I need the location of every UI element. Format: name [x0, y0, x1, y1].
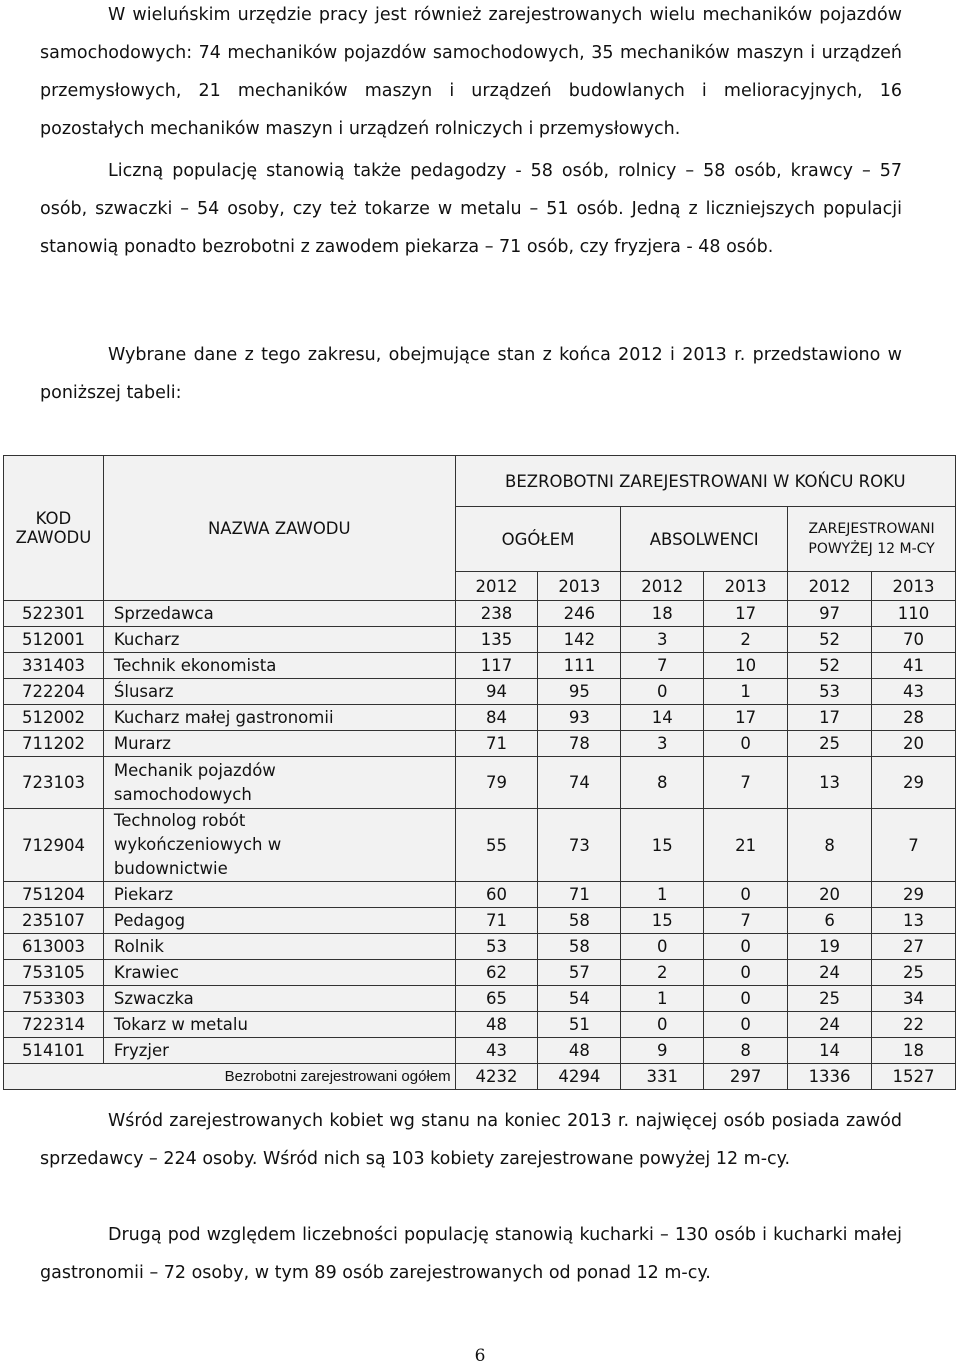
value-cell: 0 — [704, 731, 788, 757]
value-cell: 1 — [621, 882, 704, 908]
nazwa-cell: Ślusarz — [103, 679, 455, 705]
paragraph-table-intro — [40, 336, 902, 412]
value-cell: 8 — [621, 757, 704, 809]
header-nazwa: NAZWA ZAWODU — [103, 456, 455, 601]
nazwa-cell: Szwaczka — [103, 986, 455, 1012]
value-cell: 7 — [872, 809, 956, 882]
value-cell: 27 — [872, 934, 956, 960]
header-year: 2012 — [455, 572, 538, 601]
value-cell: 10 — [704, 653, 788, 679]
table-row — [4, 1038, 956, 1064]
paragraph-table-intro-text: Wybrane dane z tego zakresu, obejmujące stan z końca 2012 i 2013 r. przedstawiono w poniższej tabeli: — [40, 345, 902, 403]
page-number: 6 — [474, 1346, 486, 1366]
kod-cell: 711202 — [4, 731, 104, 757]
value-cell: 71 — [455, 908, 538, 934]
value-cell: 21 — [704, 809, 788, 882]
table-row — [4, 908, 956, 934]
kod-cell: 613003 — [4, 934, 104, 960]
paragraph-mechanics-text: W wieluńskim urzędzie pracy jest również zarejestrowanych wielu mechaników pojazdów samochodowych: 74 mechaników pojazdów samochodowych, 35 mechaników maszyn i urządzeń przemysłowych, 21 mechaników maszyn i urządzeń budowlanych i melioracyjnych, 16 pozostałych mechaników maszyn i urządzeń rolniczych i przemysłowych. — [40, 5, 902, 139]
value-cell: 20 — [872, 731, 956, 757]
header-year: 2013 — [872, 572, 956, 601]
value-cell: 2 — [704, 627, 788, 653]
value-cell: 238 — [455, 601, 538, 627]
paragraph-women — [40, 1102, 902, 1178]
kod-cell: 723103 — [4, 757, 104, 809]
kod-cell: 512002 — [4, 705, 104, 731]
value-cell: 79 — [455, 757, 538, 809]
kod-cell: 712904 — [4, 809, 104, 882]
nazwa-cell: Kucharz małej gastronomii — [103, 705, 455, 731]
value-cell: 52 — [788, 653, 872, 679]
paragraph-cooks-text: Drugą pod względem liczebności populację stanowią kucharki – 130 osób i kucharki małej gastronomii – 72 osoby, w tym 89 osób zarejestrowanych od ponad 12 m-cy. — [40, 1225, 902, 1283]
header-year: 2013 — [538, 572, 621, 601]
value-cell: 29 — [872, 882, 956, 908]
nazwa-cell: Piekarz — [103, 882, 455, 908]
table-row — [4, 679, 956, 705]
nazwa-cell: Sprzedawca — [103, 601, 455, 627]
table-row — [4, 731, 956, 757]
nazwa-cell: Fryzjer — [103, 1038, 455, 1064]
value-cell: 14 — [788, 1038, 872, 1064]
value-cell: 73 — [538, 809, 621, 882]
nazwa-cell: Tokarz w metalu — [103, 1012, 455, 1038]
value-cell: 74 — [538, 757, 621, 809]
value-cell: 135 — [455, 627, 538, 653]
table-row — [4, 882, 956, 908]
value-cell: 20 — [788, 882, 872, 908]
value-cell: 22 — [872, 1012, 956, 1038]
value-cell: 15 — [621, 809, 704, 882]
value-cell: 43 — [872, 679, 956, 705]
value-cell: 0 — [704, 882, 788, 908]
value-cell: 71 — [455, 731, 538, 757]
value-cell: 25 — [872, 960, 956, 986]
value-cell: 78 — [538, 731, 621, 757]
value-cell: 60 — [455, 882, 538, 908]
value-cell: 57 — [538, 960, 621, 986]
table-row — [4, 1012, 956, 1038]
total-value: 331 — [621, 1064, 704, 1090]
header-kod: KOD ZAWODU — [4, 456, 104, 601]
value-cell: 58 — [538, 934, 621, 960]
total-value: 4232 — [455, 1064, 538, 1090]
value-cell: 84 — [455, 705, 538, 731]
value-cell: 71 — [538, 882, 621, 908]
value-cell: 17 — [704, 705, 788, 731]
value-cell: 25 — [788, 986, 872, 1012]
value-cell: 19 — [788, 934, 872, 960]
value-cell: 93 — [538, 705, 621, 731]
total-value: 1336 — [788, 1064, 872, 1090]
header-group: BEZROBOTNI ZAREJESTROWANI W KOŃCU ROKU — [455, 456, 955, 507]
value-cell: 8 — [704, 1038, 788, 1064]
value-cell: 41 — [872, 653, 956, 679]
value-cell: 43 — [455, 1038, 538, 1064]
value-cell: 70 — [872, 627, 956, 653]
paragraph-women-text: Wśród zarejestrowanych kobiet wg stanu na koniec 2013 r. najwięcej osób posiada zawód sprzedawcy – 224 osoby. Wśród nich są 103 kobiety zarejestrowane powyżej 12 m-cy. — [40, 1111, 902, 1169]
value-cell: 2 — [621, 960, 704, 986]
kod-cell: 753105 — [4, 960, 104, 986]
nazwa-cell: Technolog robót wykończeniowych w budownictwie — [103, 809, 455, 882]
value-cell: 65 — [455, 986, 538, 1012]
value-cell: 0 — [621, 934, 704, 960]
value-cell: 18 — [872, 1038, 956, 1064]
value-cell: 3 — [621, 731, 704, 757]
value-cell: 94 — [455, 679, 538, 705]
kod-cell: 522301 — [4, 601, 104, 627]
kod-cell: 753303 — [4, 986, 104, 1012]
value-cell: 52 — [788, 627, 872, 653]
table-row — [4, 986, 956, 1012]
value-cell: 0 — [704, 960, 788, 986]
value-cell: 55 — [455, 809, 538, 882]
value-cell: 15 — [621, 908, 704, 934]
table-row — [4, 757, 956, 809]
kod-cell: 722314 — [4, 1012, 104, 1038]
value-cell: 13 — [872, 908, 956, 934]
kod-cell: 512001 — [4, 627, 104, 653]
header-year: 2013 — [704, 572, 788, 601]
value-cell: 51 — [538, 1012, 621, 1038]
value-cell: 58 — [538, 908, 621, 934]
value-cell: 7 — [621, 653, 704, 679]
value-cell: 53 — [455, 934, 538, 960]
header-absolwenci: ABSOLWENCI — [621, 507, 788, 572]
header-powyzej: ZAREJESTROWANI POWYŻEJ 12 M-CY — [788, 507, 956, 572]
value-cell: 17 — [704, 601, 788, 627]
value-cell: 18 — [621, 601, 704, 627]
value-cell: 17 — [788, 705, 872, 731]
total-value: 1527 — [872, 1064, 956, 1090]
header-year: 2012 — [621, 572, 704, 601]
value-cell: 117 — [455, 653, 538, 679]
kod-cell: 751204 — [4, 882, 104, 908]
table-row — [4, 809, 956, 882]
total-label: Bezrobotni zarejestrowani ogółem — [4, 1064, 456, 1090]
value-cell: 24 — [788, 1012, 872, 1038]
paragraph-mechanics — [40, 0, 902, 148]
paragraph-populations-text: Liczną populację stanowią także pedagodzy - 58 osób, rolnicy – 58 osób, krawcy – 57 osób, szwaczki – 54 osoby, czy też tokarze w metalu – 51 osób. Jedną z liczniejszych populacji stanowią ponadto bezrobotni z zawodem piekarza – 71 osób, czy fryzjera - 48 osób. — [40, 161, 902, 257]
header-ogolem: OGÓŁEM — [455, 507, 621, 572]
header-year: 2012 — [788, 572, 872, 601]
value-cell: 1 — [704, 679, 788, 705]
nazwa-cell: Mechanik pojazdów samochodowych — [103, 757, 455, 809]
nazwa-cell: Kucharz — [103, 627, 455, 653]
value-cell: 62 — [455, 960, 538, 986]
value-cell: 97 — [788, 601, 872, 627]
value-cell: 110 — [872, 601, 956, 627]
table-row — [4, 627, 956, 653]
nazwa-cell: Pedagog — [103, 908, 455, 934]
paragraph-cooks — [40, 1216, 902, 1292]
value-cell: 48 — [455, 1012, 538, 1038]
value-cell: 48 — [538, 1038, 621, 1064]
value-cell: 7 — [704, 757, 788, 809]
total-value: 297 — [704, 1064, 788, 1090]
value-cell: 142 — [538, 627, 621, 653]
value-cell: 7 — [704, 908, 788, 934]
value-cell: 54 — [538, 986, 621, 1012]
value-cell: 8 — [788, 809, 872, 882]
table-row — [4, 601, 956, 627]
table-row — [4, 960, 956, 986]
value-cell: 0 — [704, 934, 788, 960]
value-cell: 111 — [538, 653, 621, 679]
nazwa-cell: Technik ekonomista — [103, 653, 455, 679]
table-row — [4, 653, 956, 679]
value-cell: 0 — [704, 986, 788, 1012]
table-row — [4, 705, 956, 731]
value-cell: 25 — [788, 731, 872, 757]
value-cell: 9 — [621, 1038, 704, 1064]
value-cell: 14 — [621, 705, 704, 731]
value-cell: 6 — [788, 908, 872, 934]
value-cell: 0 — [621, 1012, 704, 1038]
kod-cell: 331403 — [4, 653, 104, 679]
value-cell: 24 — [788, 960, 872, 986]
paragraph-populations — [40, 152, 902, 266]
value-cell: 246 — [538, 601, 621, 627]
value-cell: 3 — [621, 627, 704, 653]
value-cell: 28 — [872, 705, 956, 731]
value-cell: 29 — [872, 757, 956, 809]
value-cell: 95 — [538, 679, 621, 705]
table-row — [4, 934, 956, 960]
value-cell: 0 — [621, 679, 704, 705]
nazwa-cell: Murarz — [103, 731, 455, 757]
total-value: 4294 — [538, 1064, 621, 1090]
nazwa-cell: Rolnik — [103, 934, 455, 960]
nazwa-cell: Krawiec — [103, 960, 455, 986]
value-cell: 53 — [788, 679, 872, 705]
kod-cell: 514101 — [4, 1038, 104, 1064]
value-cell: 0 — [704, 1012, 788, 1038]
kod-cell: 722204 — [4, 679, 104, 705]
kod-cell: 235107 — [4, 908, 104, 934]
value-cell: 1 — [621, 986, 704, 1012]
unemployment-table — [3, 455, 956, 1090]
value-cell: 34 — [872, 986, 956, 1012]
value-cell: 13 — [788, 757, 872, 809]
